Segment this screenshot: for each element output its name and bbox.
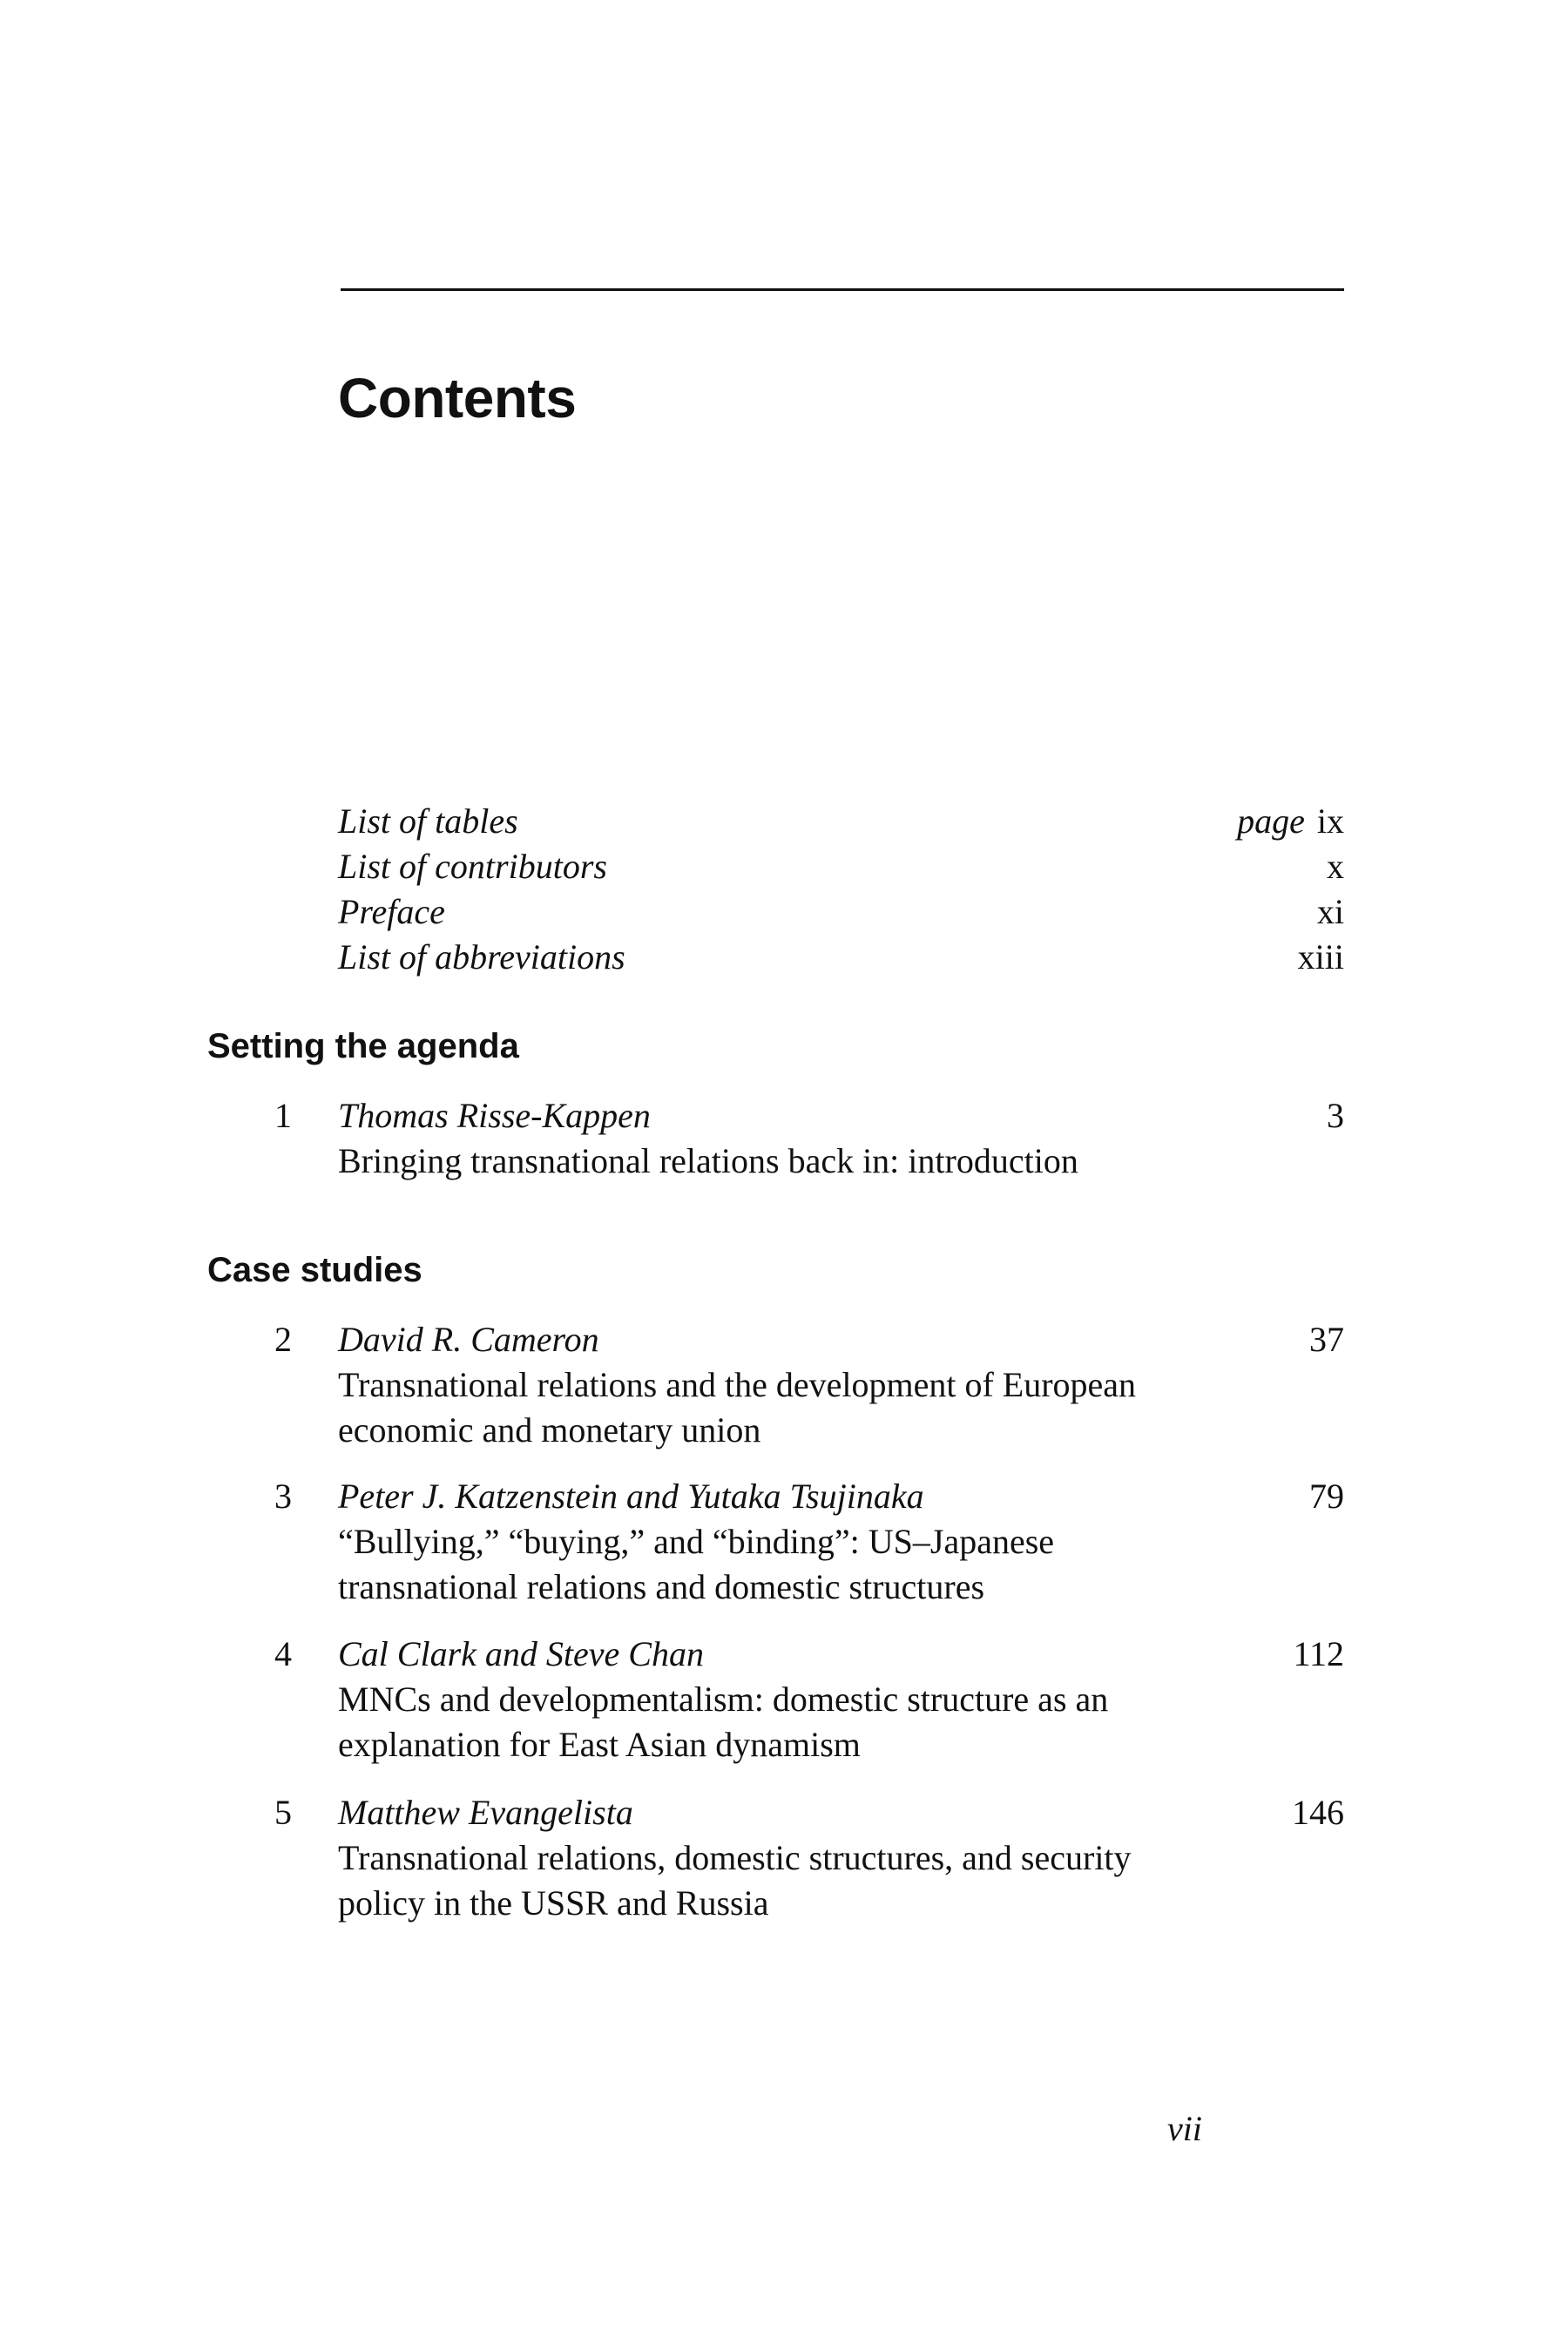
chapter-title: MNCs and developmentalism: domestic structure as an explanation for East Asian dynamism <box>338 1680 1109 1764</box>
front-matter-page: xi <box>1316 892 1344 931</box>
chapter-author: David R. Cameron <box>338 1320 599 1359</box>
chapter-number: 1 <box>274 1096 292 1135</box>
front-matter-label: List of abbreviations <box>338 937 625 977</box>
front-matter-page: x <box>1327 847 1344 886</box>
chapter-entry-3 <box>261 1474 1344 1610</box>
chapter-author: Thomas Risse-Kappen <box>338 1096 651 1135</box>
chapter-author: Matthew Evangelista <box>338 1793 633 1832</box>
chapter-page: 3 <box>1327 1096 1344 1135</box>
chapter-entry-4 <box>261 1632 1344 1767</box>
front-matter-label: Preface <box>338 892 445 931</box>
chapter-entry-1 <box>261 1093 1344 1184</box>
front-matter-page <box>1237 799 1344 844</box>
front-matter-page: xiii <box>1297 937 1344 977</box>
chapter-number: 3 <box>274 1477 292 1516</box>
page-word: page <box>1237 801 1305 841</box>
part-heading-setting-the-agenda: Setting the agenda <box>207 1027 519 1065</box>
front-matter-label: List of tables <box>338 801 518 841</box>
front-matter-label: List of contributors <box>338 847 607 886</box>
chapter-entry-5 <box>261 1790 1344 1926</box>
page-folio: vii <box>1167 2109 1202 2148</box>
chapter-title: Transnational relations and the development of European economic and monetary union <box>338 1365 1137 1450</box>
part-heading-case-studies: Case studies <box>207 1251 422 1289</box>
page-number: ix <box>1316 801 1344 841</box>
front-matter-item <box>338 889 1344 935</box>
chapter-page: 79 <box>1309 1477 1344 1516</box>
chapter-number: 5 <box>274 1793 292 1832</box>
front-matter-item <box>338 844 1344 889</box>
chapter-author: Cal Clark and Steve Chan <box>338 1634 704 1673</box>
chapter-author: Peter J. Katzenstein and Yutaka Tsujinaka <box>338 1477 924 1516</box>
front-matter-item <box>338 935 1344 980</box>
chapter-entry-2 <box>261 1317 1344 1453</box>
chapter-number: 2 <box>274 1320 292 1359</box>
front-matter-list <box>338 799 1344 980</box>
chapter-page: 37 <box>1309 1320 1344 1359</box>
chapter-title: “Bullying,” “buying,” and “binding”: US–Japanese transnational relations and domestic structures <box>338 1522 1055 1606</box>
page-title: Contents <box>338 367 577 429</box>
chapter-page: 146 <box>1292 1793 1344 1832</box>
front-matter-item <box>338 799 1344 844</box>
chapter-number: 4 <box>274 1634 292 1673</box>
chapter-title: Transnational relations, domestic structures, and security policy in the USSR and Russia <box>338 1838 1132 1923</box>
chapter-page: 112 <box>1293 1634 1344 1673</box>
chapter-title: Bringing transnational relations back in: introduction <box>338 1141 1078 1180</box>
header-rule <box>341 288 1344 291</box>
